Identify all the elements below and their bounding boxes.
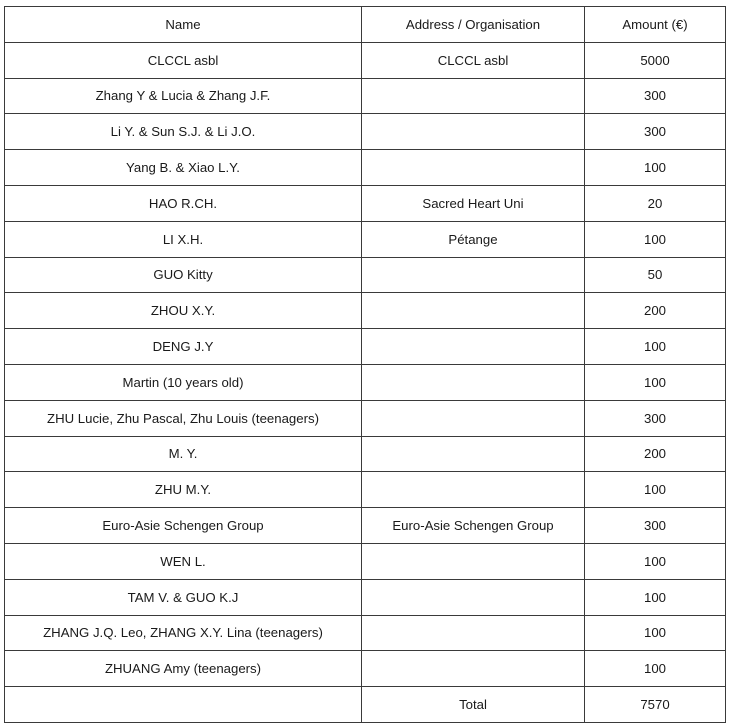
donor-name-cell: ZHANG J.Q. Leo, ZHANG X.Y. Lina (teenagers) — [5, 615, 362, 651]
total-row — [5, 687, 726, 723]
donor-amount-cell: 100 — [585, 329, 726, 365]
donor-address-cell — [362, 78, 585, 114]
donor-address-cell — [362, 329, 585, 365]
table-row — [5, 329, 726, 365]
table-row — [5, 257, 726, 293]
donor-address-cell: Sacred Heart Uni — [362, 185, 585, 221]
donor-amount-cell: 20 — [585, 185, 726, 221]
table-row — [5, 400, 726, 436]
table-body — [5, 42, 726, 686]
donor-name-cell: ZHU M.Y. — [5, 472, 362, 508]
donor-name-cell: GUO Kitty — [5, 257, 362, 293]
table-row — [5, 364, 726, 400]
donor-name-cell: ZHOU X.Y. — [5, 293, 362, 329]
donor-address-cell — [362, 543, 585, 579]
donor-address-cell: Euro-Asie Schengen Group — [362, 508, 585, 544]
donor-amount-cell: 100 — [585, 615, 726, 651]
donor-name-cell: CLCCL asbl — [5, 42, 362, 78]
donor-amount-cell: 300 — [585, 508, 726, 544]
header-row — [5, 7, 726, 43]
table-row — [5, 472, 726, 508]
column-header-address: Address / Organisation — [362, 7, 585, 43]
donor-name-cell: Yang B. & Xiao L.Y. — [5, 150, 362, 186]
donor-amount-cell: 300 — [585, 78, 726, 114]
donor-amount-cell: 5000 — [585, 42, 726, 78]
donor-name-cell: Martin (10 years old) — [5, 364, 362, 400]
table-row — [5, 436, 726, 472]
donor-address-cell — [362, 114, 585, 150]
donor-amount-cell: 200 — [585, 293, 726, 329]
table-row — [5, 150, 726, 186]
table-row — [5, 651, 726, 687]
donor-amount-cell: 100 — [585, 543, 726, 579]
donor-address-cell: Pétange — [362, 221, 585, 257]
table-row — [5, 42, 726, 78]
donor-amount-cell: 100 — [585, 364, 726, 400]
donor-name-cell: LI X.H. — [5, 221, 362, 257]
donor-address-cell — [362, 400, 585, 436]
donor-name-cell: ZHU Lucie, Zhu Pascal, Zhu Louis (teenagers) — [5, 400, 362, 436]
donor-amount-cell: 300 — [585, 400, 726, 436]
column-header-name: Name — [5, 7, 362, 43]
table-row — [5, 615, 726, 651]
table-row — [5, 114, 726, 150]
donor-amount-cell: 100 — [585, 651, 726, 687]
donor-name-cell: HAO R.CH. — [5, 185, 362, 221]
total-name-cell — [5, 687, 362, 723]
donor-address-cell: CLCCL asbl — [362, 42, 585, 78]
donor-name-cell: TAM V. & GUO K.J — [5, 579, 362, 615]
table-row — [5, 508, 726, 544]
donor-address-cell — [362, 257, 585, 293]
donor-amount-cell: 200 — [585, 436, 726, 472]
donor-address-cell — [362, 150, 585, 186]
donor-address-cell — [362, 293, 585, 329]
donor-name-cell: WEN L. — [5, 543, 362, 579]
donations-table — [4, 6, 726, 723]
donor-address-cell — [362, 651, 585, 687]
donor-name-cell: Li Y. & Sun S.J. & Li J.O. — [5, 114, 362, 150]
table-row — [5, 293, 726, 329]
donor-name-cell: M. Y. — [5, 436, 362, 472]
column-header-amount: Amount (€) — [585, 7, 726, 43]
table-row — [5, 579, 726, 615]
donor-amount-cell: 50 — [585, 257, 726, 293]
donor-address-cell — [362, 436, 585, 472]
table-row — [5, 221, 726, 257]
donor-address-cell — [362, 579, 585, 615]
table-row — [5, 543, 726, 579]
donor-amount-cell: 100 — [585, 221, 726, 257]
donor-amount-cell: 100 — [585, 472, 726, 508]
donor-address-cell — [362, 615, 585, 651]
total-label: Total — [362, 687, 585, 723]
total-amount: 7570 — [585, 687, 726, 723]
donor-address-cell — [362, 364, 585, 400]
donor-name-cell: Zhang Y & Lucia & Zhang J.F. — [5, 78, 362, 114]
donor-amount-cell: 100 — [585, 579, 726, 615]
donor-name-cell: ZHUANG Amy (teenagers) — [5, 651, 362, 687]
donor-name-cell: DENG J.Y — [5, 329, 362, 365]
table-row — [5, 78, 726, 114]
table-row — [5, 185, 726, 221]
donor-address-cell — [362, 472, 585, 508]
donor-name-cell: Euro-Asie Schengen Group — [5, 508, 362, 544]
donor-amount-cell: 100 — [585, 150, 726, 186]
donor-amount-cell: 300 — [585, 114, 726, 150]
